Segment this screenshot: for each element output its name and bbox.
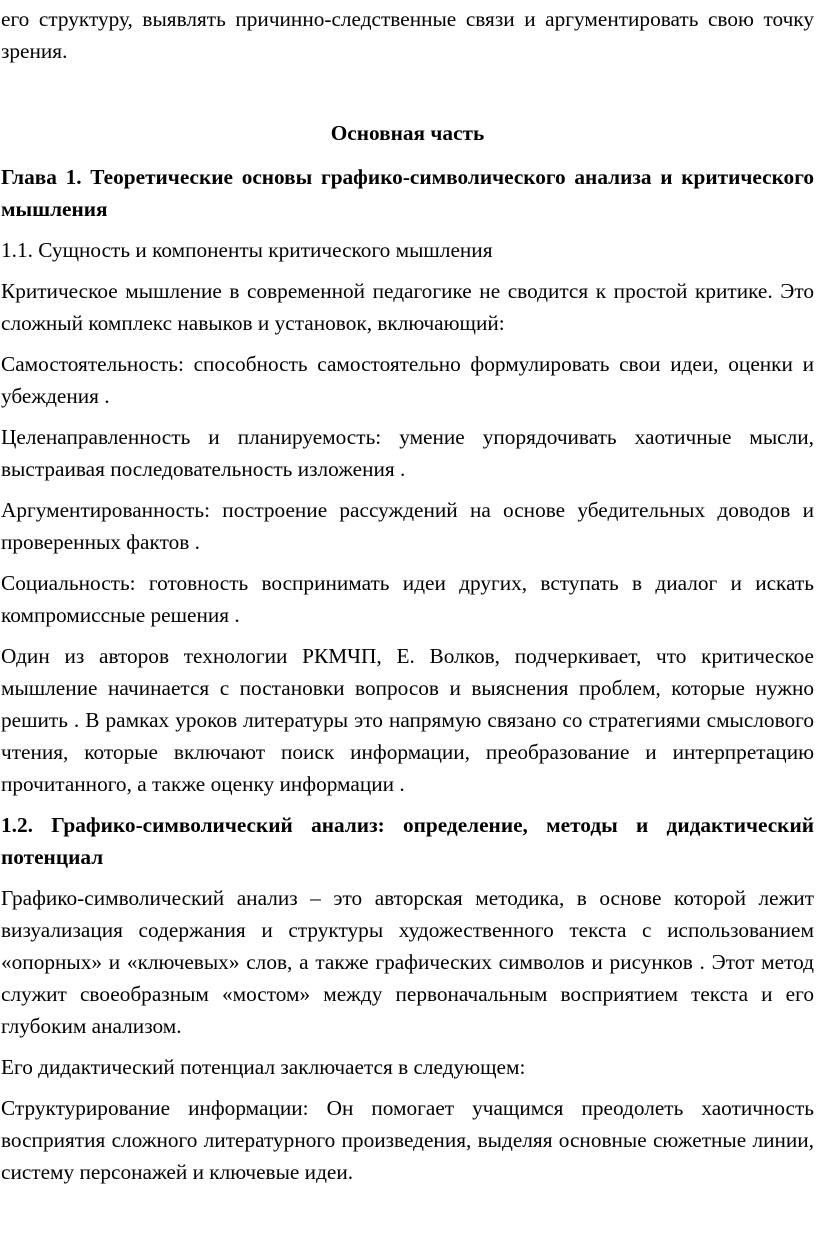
paragraph-independence: Самостоятельность: способность самостоятельно формулировать свои идеи, оценки и убеждения . [1,352,814,408]
section-1-1-heading: 1.1. Сущность и компоненты критического мышления [1,238,493,262]
paragraph-critical-thinking-intro: Критическое мышление в современной педагогике не сводится к простой критике. Это сложный комплекс навыков и установок, включающий: [1,279,814,335]
section-1-2-heading: 1.2. Графико-символический анализ: определение, методы и дидактический потенциал [1,813,814,869]
paragraph-structuring-information: Структурирование информации: Он помогает учащимся преодолеть хаотичность восприятия сложного литературного произведения, выделяя основные сюжетные линии, систему персонажей и ключевые идеи. [1,1096,814,1184]
main-part-heading: Основная часть [330,121,485,145]
paragraph-graphic-symbolic-definition: Графико-символический анализ – это авторская методика, в основе которой лежит визуализация содержания и структуры художественного текста с использованием «опорных» и «ключевых» слов, а также графических символов и рисунков . Этот метод служит своеобразным «мостом» между первоначальным восприятием текста и его глубоким анализом. [1,886,814,1038]
paragraph-purposefulness: Целенаправленность и планируемость: умение упорядочивать хаотичные мысли, выстраивая последовательность изложения . [1,425,814,481]
chapter-1-heading: Глава 1. Теоретические основы графико-символического анализа и критического мышления [1,165,814,221]
paragraph-volkov: Один из авторов технологии РКМЧП, Е. Волков, подчеркивает, что критическое мышление начинается с постановки вопросов и выяснения проблем, которые нужно решить . В рамках уроков литературы это напрямую связано со стратегиями смыслового чтения, которые включают поиск информации, преобразование и интерпретацию прочитанного, а также оценку информации . [1,644,814,796]
paragraph-didactic-potential: Его дидактический потенциал заключается в следующем: [1,1055,526,1079]
paragraph-argumentation: Аргументированность: построение рассуждений на основе убедительных доводов и проверенных фактов . [1,498,814,554]
intro-paragraph-tail: его структуру, выявлять причинно-следственные связи и аргументировать свою точку зрения. [1,7,814,63]
paragraph-sociality: Социальность: готовность воспринимать идеи других, вступать в диалог и искать компромиссные решения . [1,571,814,627]
